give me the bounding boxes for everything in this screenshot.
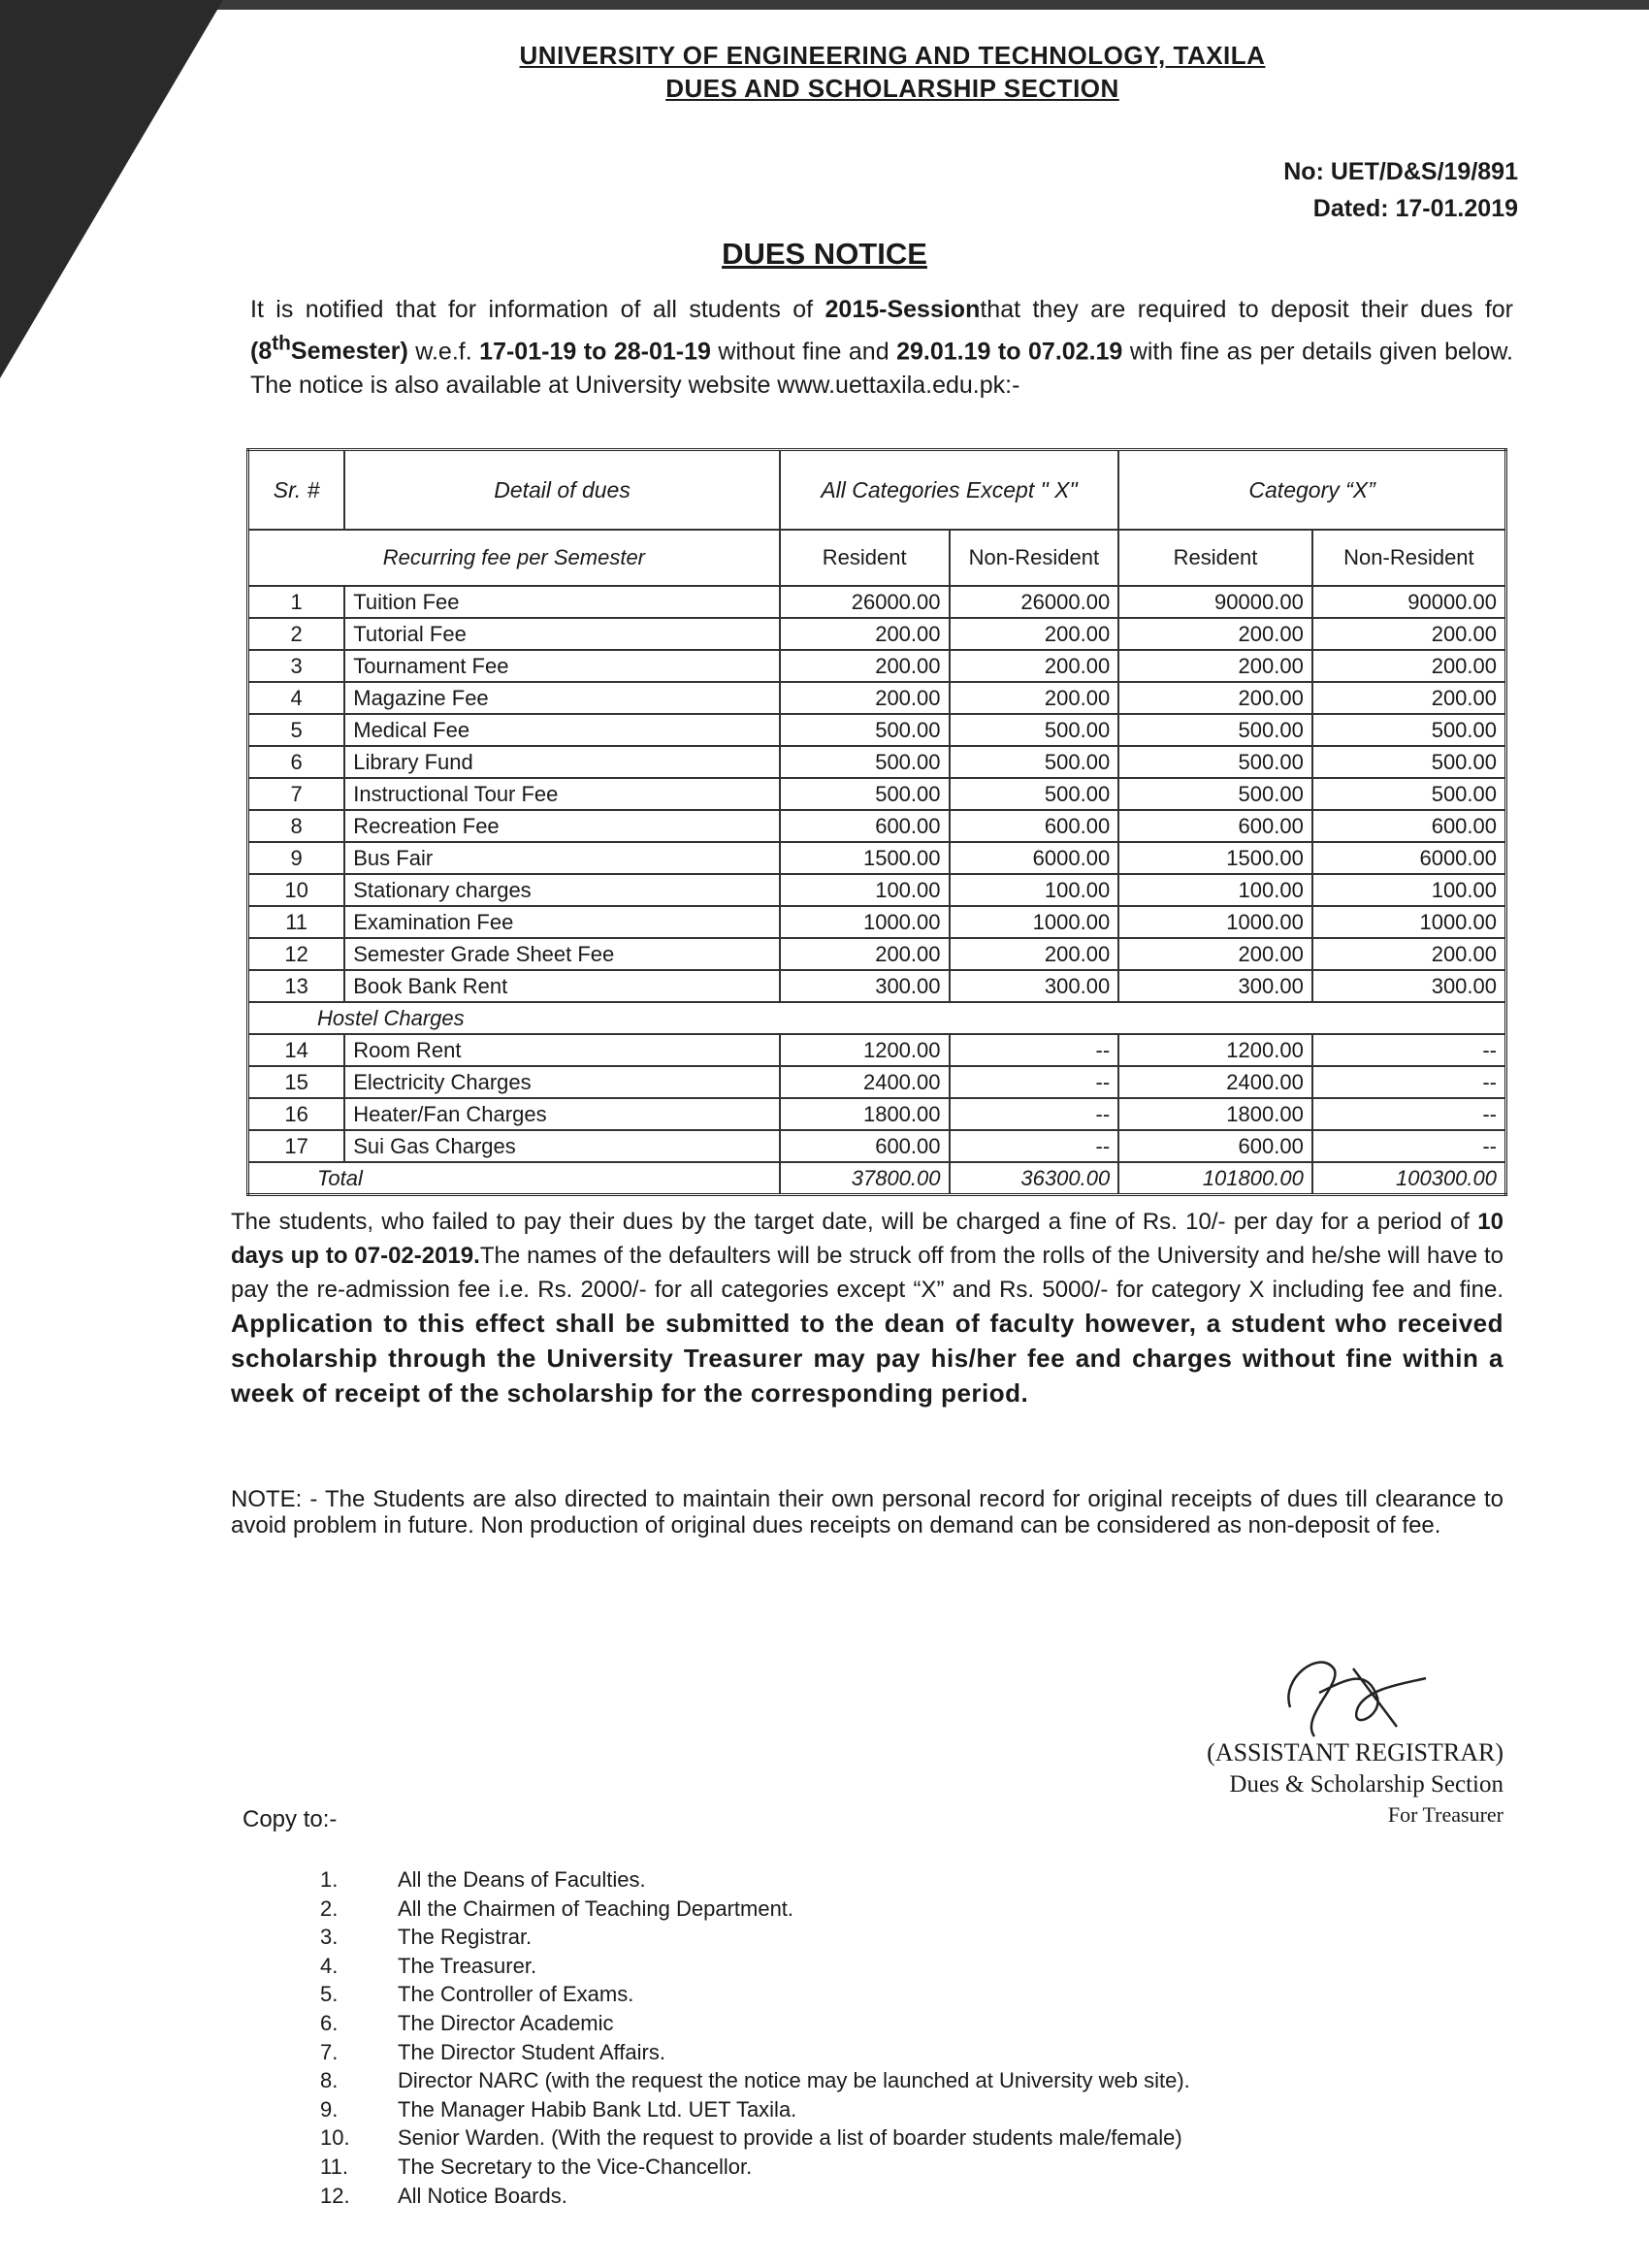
list-item-number: 3.	[320, 1925, 339, 1950]
row-all-non-resident: 200.00	[950, 650, 1119, 682]
list-item	[320, 1865, 1387, 1895]
row-detail: Sui Gas Charges	[344, 1130, 780, 1162]
subheader-resident: Resident	[780, 530, 950, 586]
row-detail: Tournament Fee	[344, 650, 780, 682]
row-all-resident: 600.00	[780, 810, 950, 842]
list-item-number: 9.	[320, 2096, 339, 2122]
fine-text: The names of the defaulters will be struck off from the rolls of the University and he/she will have to pay the re-admission fee i.e. Rs. 2000/- for all categories except “X” and Rs. 5000/- for category X including fee and fine.	[231, 1243, 1504, 1303]
subheader-row	[248, 530, 1506, 586]
row-sr: 5	[248, 714, 345, 746]
list-item-text: The Treasurer.	[398, 1953, 537, 1978]
row-detail: Semester Grade Sheet Fee	[344, 938, 780, 970]
total-x-res: 101800.00	[1118, 1162, 1312, 1195]
table-row	[248, 650, 1506, 682]
total-label: Total	[248, 1162, 780, 1195]
list-item	[320, 2095, 1387, 2124]
row-x-non-resident: 90000.00	[1312, 586, 1506, 618]
list-item	[320, 2038, 1387, 2067]
intro-text: that they are required to deposit their dues for	[980, 296, 1514, 323]
row-all-resident: 1800.00	[780, 1098, 950, 1130]
row-x-resident: 600.00	[1118, 1130, 1312, 1162]
list-item-text: The Director Student Affairs.	[398, 2039, 665, 2064]
total-a-non: 36300.00	[950, 1162, 1119, 1195]
row-x-resident: 1000.00	[1118, 906, 1312, 938]
row-detail: Magazine Fee	[344, 682, 780, 714]
subheader-non-resident: Non-Resident	[1312, 530, 1506, 586]
list-item-number: 10.	[320, 2125, 350, 2151]
row-sr: 11	[248, 906, 345, 938]
dues-table	[246, 448, 1507, 1196]
row-sr: 4	[248, 682, 345, 714]
row-x-non-resident: --	[1312, 1130, 1506, 1162]
row-x-non-resident: 500.00	[1312, 778, 1506, 810]
intro-text: with fine as per details given below. The notice is also available at University website www.uettaxila.edu.pk:-	[250, 338, 1513, 400]
list-item	[320, 1895, 1387, 1924]
row-sr: 3	[248, 650, 345, 682]
row-detail: Instructional Tour Fee	[344, 778, 780, 810]
row-all-resident: 2400.00	[780, 1066, 950, 1098]
list-item-text: The Controller of Exams.	[398, 1982, 634, 2007]
row-x-non-resident: 200.00	[1312, 618, 1506, 650]
signatory-title: (ASSISTANT REGISTRAR)	[1207, 1738, 1504, 1766]
row-detail: Book Bank Rent	[344, 970, 780, 1002]
row-all-resident: 1000.00	[780, 906, 950, 938]
row-x-non-resident: 500.00	[1312, 746, 1506, 778]
signatory-section: Dues & Scholarship Section	[1229, 1771, 1504, 1798]
table-row	[248, 1098, 1506, 1130]
row-all-non-resident: --	[950, 1034, 1119, 1066]
row-detail: Tuition Fee	[344, 586, 780, 618]
row-all-non-resident: 100.00	[950, 874, 1119, 906]
row-all-resident: 500.00	[780, 714, 950, 746]
row-sr: 10	[248, 874, 345, 906]
row-all-non-resident: 600.00	[950, 810, 1119, 842]
list-item-text: The Director Academic	[398, 2010, 614, 2035]
list-item	[320, 1952, 1387, 1981]
row-all-non-resident: --	[950, 1098, 1119, 1130]
list-item-number: 12.	[320, 2183, 350, 2208]
table-row	[248, 1034, 1506, 1066]
row-x-non-resident: --	[1312, 1066, 1506, 1098]
list-item	[320, 2153, 1387, 2182]
row-x-resident: 200.00	[1118, 650, 1312, 682]
row-x-non-resident: 100.00	[1312, 874, 1506, 906]
list-item	[320, 2009, 1387, 2038]
table-row	[248, 586, 1506, 618]
row-all-non-resident: 200.00	[950, 618, 1119, 650]
col-detail: Detail of dues	[344, 450, 780, 531]
list-item	[320, 1923, 1387, 1952]
row-sr: 1	[248, 586, 345, 618]
row-all-non-resident: 500.00	[950, 746, 1119, 778]
row-all-non-resident: 6000.00	[950, 842, 1119, 874]
table-row	[248, 618, 1506, 650]
list-item	[320, 2182, 1387, 2211]
scan-corner-shadow	[0, 0, 223, 378]
col-category-x: Category “X”	[1118, 450, 1505, 531]
intro-session: 2015-Session	[824, 296, 981, 323]
row-x-resident: 500.00	[1118, 778, 1312, 810]
fine-deadline: 10 days up to 07-02-2019.	[231, 1209, 1504, 1269]
list-item-text: The Secretary to the Vice-Chancellor.	[398, 2154, 753, 2179]
col-all-categories-except-x: All Categories Except " X"	[780, 450, 1118, 531]
copy-to-list	[320, 1865, 1387, 2210]
row-all-resident: 500.00	[780, 778, 950, 810]
table-row	[248, 1066, 1506, 1098]
row-all-resident: 300.00	[780, 970, 950, 1002]
table-row	[248, 682, 1506, 714]
section-name: DUES AND SCHOLARSHIP SECTION	[665, 74, 1119, 103]
row-sr: 16	[248, 1098, 345, 1130]
row-x-resident: 100.00	[1118, 874, 1312, 906]
row-x-non-resident: 1000.00	[1312, 906, 1506, 938]
note-paragraph: NOTE: - The Students are also directed to maintain their own personal record for original receipts of dues till clearance to avoid problem in future. Non production of original dues receipts on demand can be considered as non-deposit of fee.	[231, 1486, 1504, 1539]
table-row	[248, 1130, 1506, 1162]
row-sr: 8	[248, 810, 345, 842]
row-x-resident: 200.00	[1118, 682, 1312, 714]
hostel-heading-row	[248, 1002, 1506, 1034]
row-detail: Bus Fair	[344, 842, 780, 874]
list-item-number: 7.	[320, 2039, 339, 2064]
row-x-resident: 1500.00	[1118, 842, 1312, 874]
university-name: UNIVERSITY OF ENGINEERING AND TECHNOLOGY, TAXILA	[519, 41, 1266, 70]
row-sr: 13	[248, 970, 345, 1002]
fine-text: The students, who failed to pay their dues by the target date, will be charged a fine of Rs. 10/- per day for a period of	[231, 1209, 1478, 1235]
reference-block	[1283, 153, 1518, 227]
reference-date: Dated: 17-01.2019	[1312, 195, 1518, 222]
row-x-non-resident: --	[1312, 1034, 1506, 1066]
copy-to-label: Copy to:-	[242, 1806, 338, 1832]
fine-paragraph	[231, 1205, 1504, 1411]
row-sr: 2	[248, 618, 345, 650]
row-detail: Stationary charges	[344, 874, 780, 906]
row-all-non-resident: 200.00	[950, 938, 1119, 970]
list-item-number: 6.	[320, 2010, 339, 2035]
row-all-resident: 200.00	[780, 650, 950, 682]
row-all-resident: 100.00	[780, 874, 950, 906]
row-detail: Room Rent	[344, 1034, 780, 1066]
total-a-res: 37800.00	[780, 1162, 950, 1195]
row-x-resident: 600.00	[1118, 810, 1312, 842]
row-all-resident: 200.00	[780, 682, 950, 714]
row-x-non-resident: 500.00	[1312, 714, 1506, 746]
row-x-resident: 300.00	[1118, 970, 1312, 1002]
table-row	[248, 970, 1506, 1002]
row-x-resident: 500.00	[1118, 746, 1312, 778]
row-detail: Heater/Fan Charges	[344, 1098, 780, 1130]
dues-table-body	[248, 530, 1506, 1195]
list-item-number: 4.	[320, 1953, 339, 1978]
row-detail: Medical Fee	[344, 714, 780, 746]
row-all-non-resident: 200.00	[950, 682, 1119, 714]
row-x-resident: 200.00	[1118, 618, 1312, 650]
row-x-non-resident: 200.00	[1312, 650, 1506, 682]
row-x-resident: 2400.00	[1118, 1066, 1312, 1098]
scholarship-clause: Application to this effect shall be submitted to the dean of faculty however, a student who received scholarship through the University Treasurer may pay his/her fee and charges without fine within a week of receipt of the scholarship for the corresponding period.	[231, 1309, 1504, 1408]
row-detail: Recreation Fee	[344, 810, 780, 842]
reference-number: No: UET/D&S/19/891	[1283, 158, 1518, 185]
row-x-resident: 90000.00	[1118, 586, 1312, 618]
intro-date-range-no-fine: 17-01-19 to 28-01-19	[479, 338, 711, 366]
row-x-resident: 1200.00	[1118, 1034, 1312, 1066]
table-row	[248, 778, 1506, 810]
intro-semester-sup: th	[272, 333, 291, 355]
row-x-non-resident: 600.00	[1312, 810, 1506, 842]
list-item-text: The Manager Habib Bank Ltd. UET Taxila.	[398, 2096, 797, 2122]
row-x-resident: 500.00	[1118, 714, 1312, 746]
row-all-non-resident: --	[950, 1066, 1119, 1098]
intro-text: w.e.f.	[407, 338, 480, 366]
row-x-resident: 1800.00	[1118, 1098, 1312, 1130]
signatory-block	[1207, 1736, 1504, 1830]
row-sr: 15	[248, 1066, 345, 1098]
list-item-number: 8.	[320, 2068, 339, 2093]
total-x-non: 100300.00	[1312, 1162, 1506, 1195]
list-item-text: Senior Warden. (With the request to provide a list of boarder students male/female)	[398, 2125, 1182, 2151]
list-item-text: All Notice Boards.	[398, 2183, 567, 2208]
row-sr: 12	[248, 938, 345, 970]
table-row	[248, 842, 1506, 874]
row-x-non-resident: --	[1312, 1098, 1506, 1130]
list-item-number: 5.	[320, 1982, 339, 2007]
list-item-text: Director NARC (with the request the notice may be launched at University web site).	[398, 2068, 1190, 2093]
row-all-non-resident: 26000.00	[950, 586, 1119, 618]
subheader-non-resident: Non-Resident	[950, 530, 1119, 586]
row-all-resident: 1500.00	[780, 842, 950, 874]
letterhead	[407, 39, 1377, 105]
intro-semester: (8	[250, 338, 273, 366]
list-item-number: 2.	[320, 1895, 339, 1921]
list-item	[320, 2123, 1387, 2153]
row-x-resident: 200.00	[1118, 938, 1312, 970]
col-sr: Sr. #	[248, 450, 345, 531]
row-detail: Examination Fee	[344, 906, 780, 938]
intro-semester: Semester)	[290, 338, 408, 366]
row-all-non-resident: --	[950, 1130, 1119, 1162]
row-x-non-resident: 300.00	[1312, 970, 1506, 1002]
table-row	[248, 810, 1506, 842]
intro-text: without fine and	[710, 338, 897, 366]
row-all-non-resident: 500.00	[950, 778, 1119, 810]
row-sr: 7	[248, 778, 345, 810]
intro-paragraph	[250, 293, 1513, 403]
list-item-text: All the Deans of Faculties.	[398, 1867, 646, 1892]
row-all-resident: 200.00	[780, 938, 950, 970]
row-all-non-resident: 300.00	[950, 970, 1119, 1002]
notice-title: DUES NOTICE	[722, 237, 927, 271]
row-detail: Library Fund	[344, 746, 780, 778]
scan-top-edge	[0, 0, 1649, 10]
list-item	[320, 1980, 1387, 2009]
list-item	[320, 2066, 1387, 2095]
table-row	[248, 714, 1506, 746]
row-all-non-resident: 1000.00	[950, 906, 1119, 938]
list-item-number: 1.	[320, 1867, 339, 1892]
row-all-resident: 600.00	[780, 1130, 950, 1162]
total-row	[248, 1162, 1506, 1195]
row-x-non-resident: 200.00	[1312, 682, 1506, 714]
row-all-non-resident: 500.00	[950, 714, 1119, 746]
row-sr: 6	[248, 746, 345, 778]
row-detail: Electricity Charges	[344, 1066, 780, 1098]
table-header-row	[248, 450, 1506, 531]
row-sr: 14	[248, 1034, 345, 1066]
intro-date-range-with-fine: 29.01.19 to 07.02.19	[896, 338, 1123, 366]
table-row	[248, 906, 1506, 938]
signatory-for: For Treasurer	[1387, 1802, 1504, 1827]
row-all-resident: 200.00	[780, 618, 950, 650]
row-all-resident: 26000.00	[780, 586, 950, 618]
intro-text: It is notified that for information of all students of	[250, 296, 825, 323]
row-sr: 9	[248, 842, 345, 874]
list-item-number: 11.	[320, 2154, 348, 2179]
table-row	[248, 746, 1506, 778]
subheader-resident: Resident	[1118, 530, 1312, 586]
hostel-charges-label: Hostel Charges	[248, 1002, 1506, 1034]
list-item-text: The Registrar.	[398, 1925, 533, 1950]
recurring-label: Recurring fee per Semester	[248, 530, 780, 586]
row-x-non-resident: 6000.00	[1312, 842, 1506, 874]
row-x-non-resident: 200.00	[1312, 938, 1506, 970]
table-row	[248, 874, 1506, 906]
row-sr: 17	[248, 1130, 345, 1162]
row-all-resident: 500.00	[780, 746, 950, 778]
table-row	[248, 938, 1506, 970]
row-all-resident: 1200.00	[780, 1034, 950, 1066]
list-item-text: All the Chairmen of Teaching Department.	[398, 1895, 794, 1921]
row-detail: Tutorial Fee	[344, 618, 780, 650]
